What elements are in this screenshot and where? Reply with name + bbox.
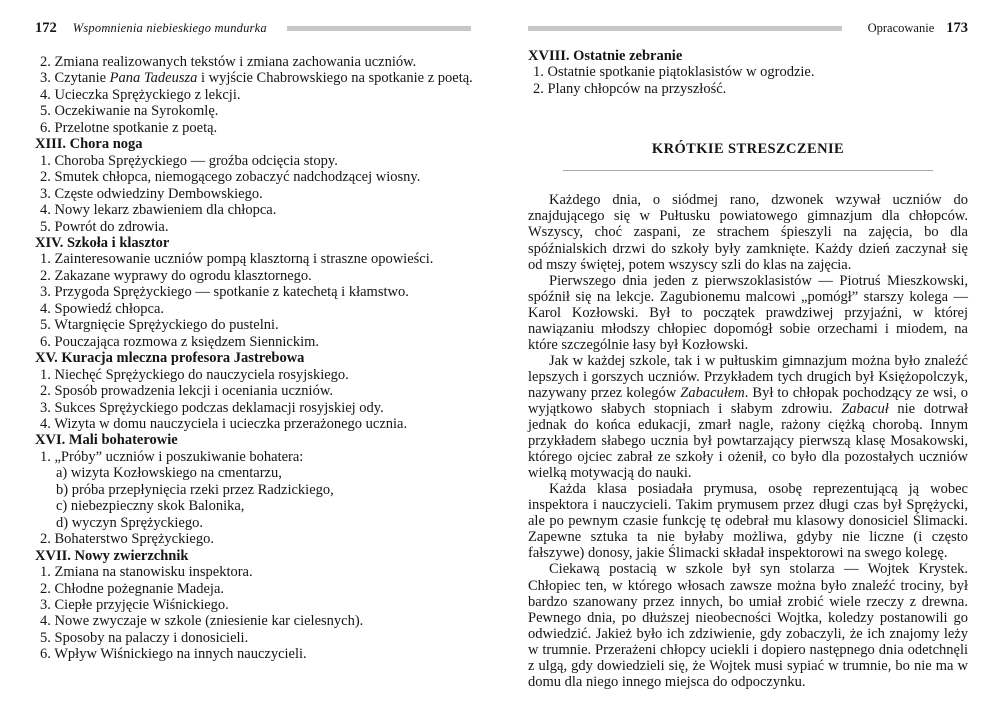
outline-item: 2. Smutek chłopca, niemogącego zobaczyć nadchodzącej wiosny. — [40, 169, 421, 186]
outline-item: 4. Nowe zwyczaje w szkole (zniesienie kar cielesnych). — [40, 613, 364, 630]
outline-item: 1. Zainteresowanie uczniów pompą klasztorną i straszne opowieści. — [40, 251, 434, 268]
summary-paragraph: Każda klasa posiadała prymusa, osobę reprezentującą ją wobec inspektora i nauczycieli. Takim prymusem przez długi czas był Sprężycki, ale po pewnym czasie funkcję tę odebrał mu klasowy donosiciel Ślimacki. Zapewne sztuka ta nie byłaby możliwa, gdyby nie liczne (i często fałszywe) donosy, jakie Ślimacki składał inspektorowi na swego kolegę. — [528, 481, 968, 562]
outline-item: 2. Zakazane wyprawy do ogrodu klasztornego. — [40, 267, 312, 284]
section-heading: XVIII. Ostatnie zebranie — [528, 48, 683, 64]
outline-item: 4. Wizyta w domu nauczyciela i ucieczka przerażonego ucznia. — [40, 415, 408, 432]
outline-item: 3. Częste odwiedziny Dembowskiego. — [40, 185, 263, 202]
page-left — [35, 20, 471, 663]
page-header-right — [528, 20, 968, 36]
outline-subitem: c) niebezpieczny skok Balonika, — [56, 498, 245, 515]
chapter-outline-left — [35, 54, 471, 663]
outline-subitem: d) wyczyn Sprężyckiego. — [56, 514, 203, 531]
page-number-left: 172 — [35, 19, 57, 36]
outline-item: 1. Choroba Sprężyckiego — groźba odcięcia stopy. — [40, 152, 338, 169]
outline-item: 1. „Próby” uczniów i poszukiwanie bohatera: — [40, 448, 304, 465]
outline-item: 1. Ostatnie spotkanie piątoklasistów w ogrodzie. — [533, 64, 815, 81]
outline-item: 2. Zmiana realizowanych tekstów i zmiana zachowania uczniów. — [40, 54, 417, 70]
outline-item: 4. Ucieczka Sprężyckiego z lekcji. — [40, 86, 241, 103]
chapter-outline-right — [528, 48, 968, 97]
outline-item: 3. Czytanie Pana Tadeusza i wyjście Chabrowskiego na spotkanie z poetą. — [40, 70, 473, 87]
outline-item: 5. Powrót do zdrowia. — [40, 218, 169, 235]
outline-item: 3. Ciepłe przyjęcie Wiśnickiego. — [40, 596, 229, 613]
outline-item: 5. Sposoby na palaczy i donosicieli. — [40, 629, 249, 646]
summary-heading: KRÓTKIE STRESZCZENIE — [651, 141, 845, 158]
outline-item: 6. Wpływ Wiśnickiego na innych nauczycieli. — [40, 646, 307, 663]
section-heading: XIV. Szkoła i klasztor — [35, 234, 170, 251]
outline-item: 6. Pouczająca rozmowa z księdzem Siennickim. — [40, 333, 320, 350]
page-number-right: 173 — [946, 19, 968, 36]
section-heading: XVI. Mali bohaterowie — [35, 432, 178, 449]
outline-item: 1. Niechęć Sprężyckiego do nauczyciela rosyjskiego. — [40, 366, 349, 383]
page-header-left — [35, 20, 471, 36]
outline-subitem: b) próba przepłynięcia rzeki przez Radzickiego, — [56, 481, 334, 498]
page-right — [528, 20, 968, 690]
section-heading: XVII. Nowy zwierzchnik — [35, 547, 189, 564]
outline-item: 2. Plany chłopców na przyszłość. — [533, 80, 727, 97]
summary-paragraph: Pierwszego dnia jeden z pierwszoklasistów — Piotruś Mieszkowski, spóźnił się na lekcje. Zagubionemu malcowi „pomógł” starszy kolega — Karol Kozłowski. Był to początek prawdziwej przyjaźni, w której nawiązaniu młodszy chłopiec dopomógł sobie orzechami i miodem, na które szczególnie łasy był Kozłowski. — [528, 272, 968, 353]
header-rule-right — [528, 26, 842, 31]
summary-body — [528, 192, 968, 689]
summary-heading-rule — [563, 170, 933, 171]
outline-item: 5. Oczekiwanie na Syrokomlę. — [40, 103, 219, 120]
outline-item: 4. Nowy lekarz zbawieniem dla chłopca. — [40, 202, 277, 219]
outline-item: 3. Sukces Sprężyckiego podczas deklamacji rosyjskiej ody. — [40, 399, 384, 416]
section-heading: XIII. Chora noga — [35, 136, 143, 153]
outline-item: 4. Spowiedź chłopca. — [40, 300, 165, 317]
summary-paragraph: Jak w każdej szkole, tak i w pułtuskim gimnazjum można było znaleźć lepszych i gorszych uczniów. Przykładem tych drugich był Księżopolczyk, nazywany przez kolegów Zabacułem. Był to chłopak pochodzący ze wsi, o wyjątkowo słabych stopniach i słabym zdrowiu. Zabacuł nie dotrwał jednak do końca edukacji, zmarł nagle, rażony ciężką chorobą. Innym przykładem słabego ucznia był powtarzający pierwszą klasę Mosakowski, którego ojciec zabrał ze szkoły i ożenił, co było dla pozostałych uczniów wielką motywacją do nauki. — [528, 352, 968, 482]
outline-item: 3. Przygoda Sprężyckiego — spotkanie z katechetą i kłamstwo. — [40, 284, 409, 301]
outline-item: 2. Sposób prowadzenia lekcji i oceniania uczniów. — [40, 383, 333, 400]
outline-item: 6. Przelotne spotkanie z poetą. — [40, 119, 218, 136]
running-title-section: Opracowanie — [867, 20, 935, 35]
outline-item: 2. Chłodne pożegnanie Madeja. — [40, 580, 225, 597]
outline-item: 1. Zmiana na stanowisku inspektora. — [40, 564, 253, 581]
header-rule-left — [287, 26, 471, 31]
running-title-book: Wspomnienia niebieskiego mundurka — [72, 20, 267, 35]
outline-item: 2. Bohaterstwo Sprężyckiego. — [40, 531, 214, 548]
summary-paragraph: Ciekawą postacią w szkole był syn stolarza — Wojtek Krystek. Chłopiec ten, w którego włosach zawsze można było znaleźć trociny, był bardzo szanowany przez innych, bo umiał zrobić wiele rzeczy z drewna. Pewnego dnia, po dłuższej nieobecności Wojtka, koledzy postanowili go odwiedzić. Jakież było ich zdziwienie, gdy zobaczyli, że ich znajomy leży w trumnie. Przerażeni chłopcy uciekli i dopiero następnego dnia odetchnęli z ulgą, gdy dowiedzieli się, że Wojtek musi sypiać w trumnie, bo nie ma w domu dla niego innego miejsca do odpoczynku. — [528, 561, 968, 690]
section-heading: XV. Kuracja mleczna profesora Jastrebowa — [35, 350, 305, 367]
outline-item: 5. Wtargnięcie Sprężyckiego do pustelni. — [40, 317, 279, 334]
summary-paragraph: Każdego dnia, o siódmej rano, dzwonek wzywał uczniów do znajdującego się w Pułtusku powiatowego gimnazjum dla chłopców. Wszyscy, choć zaspani, ze strachem śpieszyli na zajęcia, bo dla spóźnialskich drzwi do szkoły były zamknięte. Każdy dzień zaczynał się od mszy świętej, potem wszyscy szli do klas na zajęcia. — [528, 192, 968, 273]
outline-subitem: a) wizyta Kozłowskiego na cmentarzu, — [56, 465, 282, 482]
